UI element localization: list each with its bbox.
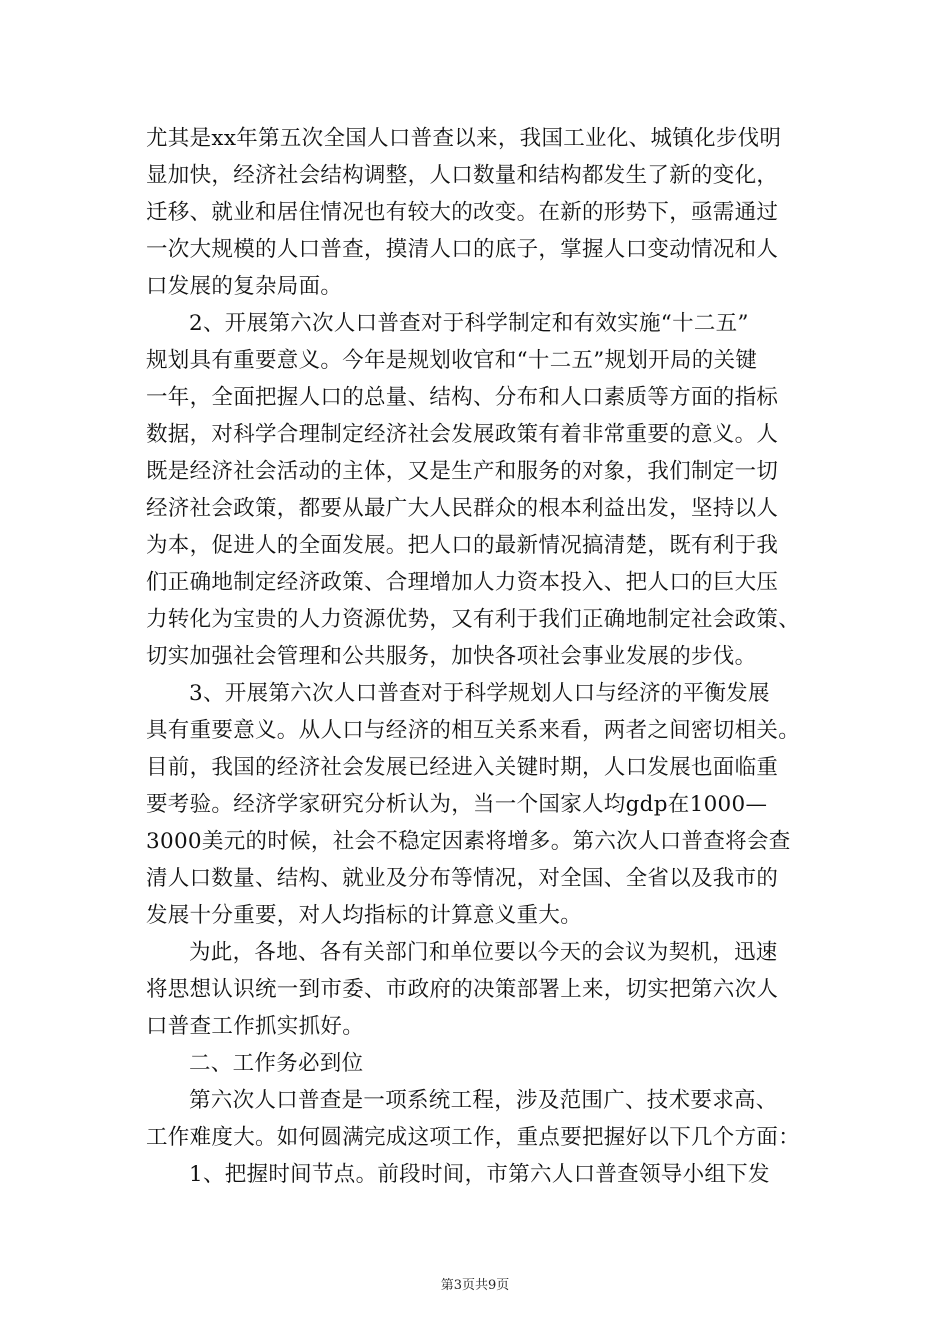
paragraph-start-line: 2、开展第六次人口普查对于科学制定和有效实施“十二五” — [189, 311, 749, 336]
text-line: 尤其是xx年第五次全国人口普查以来，我国工业化、城镇化步伐明 — [146, 126, 782, 151]
text-line: 经济社会政策，都要从最广大人民群众的根本利益出发，坚持以人 — [146, 496, 779, 521]
text-line: 一年，全面把握人口的总量、结构、分布和人口素质等方面的指标 — [146, 385, 779, 410]
text-line: 要考验。经济学家研究分析认为，当一个国家人均gdp在1000— — [146, 792, 768, 817]
text-line: 清人口数量、结构、就业及分布等情况，对全国、全省以及我市的 — [146, 866, 779, 891]
section-heading: 二、工作务必到位 — [189, 1051, 364, 1076]
text-line: 具有重要意义。从人口与经济的相互关系来看，两者之间密切相关。 — [146, 718, 801, 743]
text-line: 力转化为宝贵的人力资源优势，又有利于我们正确地制定社会政策、 — [146, 607, 801, 632]
text-line: 口普查工作抓实抓好。 — [146, 1014, 365, 1039]
paragraph-start-line: 3、开展第六次人口普查对于科学规划人口与经济的平衡发展 — [189, 681, 770, 706]
text-line: 一次大规模的人口普查，摸清人口的底子，掌握人口变动情况和人 — [146, 237, 779, 262]
paragraph-start-line: 为此，各地、各有关部门和单位要以今天的会议为契机，迅速 — [189, 940, 778, 965]
text-line: 将思想认识统一到市委、市政府的决策部署上来，切实把第六次人 — [146, 977, 779, 1002]
text-line: 口发展的复杂局面。 — [146, 274, 343, 299]
text-line: 显加快，经济社会结构调整，人口数量和结构都发生了新的变化， — [146, 163, 779, 188]
text-line: 数据，对科学合理制定经济社会发展政策有着非常重要的意义。人 — [146, 422, 779, 447]
text-line: 切实加强社会管理和公共服务，加快各项社会事业发展的步伐。 — [146, 644, 757, 669]
text-line: 工作难度大。如何圆满完成这项工作，重点要把握好以下几个方面： — [146, 1125, 801, 1150]
text-line: 目前，我国的经济社会发展已经进入关键时期，人口发展也面临重 — [146, 755, 779, 780]
text-line: 既是经济社会活动的主体，又是生产和服务的对象，我们制定一切 — [146, 459, 779, 484]
paragraph-start-line: 1、把握时间节点。前段时间，市第六人口普查领导小组下发 — [189, 1162, 770, 1187]
page-footer — [0, 1274, 950, 1293]
page-number: 第3页共9页 — [440, 1278, 510, 1293]
paragraph-start-line: 第六次人口普查是一项系统工程，涉及范围广、技术要求高、 — [189, 1088, 778, 1113]
text-line: 3000美元的时候，社会不稳定因素将增多。第六次人口普查将会查 — [146, 829, 791, 854]
text-line: 为本，促进人的全面发展。把人口的最新情况搞清楚，既有利于我 — [146, 533, 779, 558]
text-line: 规划具有重要意义。今年是规划收官和“十二五”规划开局的关键 — [146, 348, 758, 373]
document-body — [146, 120, 826, 1193]
text-line: 们正确地制定经济政策、合理增加人力资本投入、把人口的巨大压 — [146, 570, 779, 595]
text-line: 迁移、就业和居住情况也有较大的改变。在新的形势下，亟需通过 — [146, 200, 779, 225]
text-line: 发展十分重要，对人均指标的计算意义重大。 — [146, 903, 583, 928]
